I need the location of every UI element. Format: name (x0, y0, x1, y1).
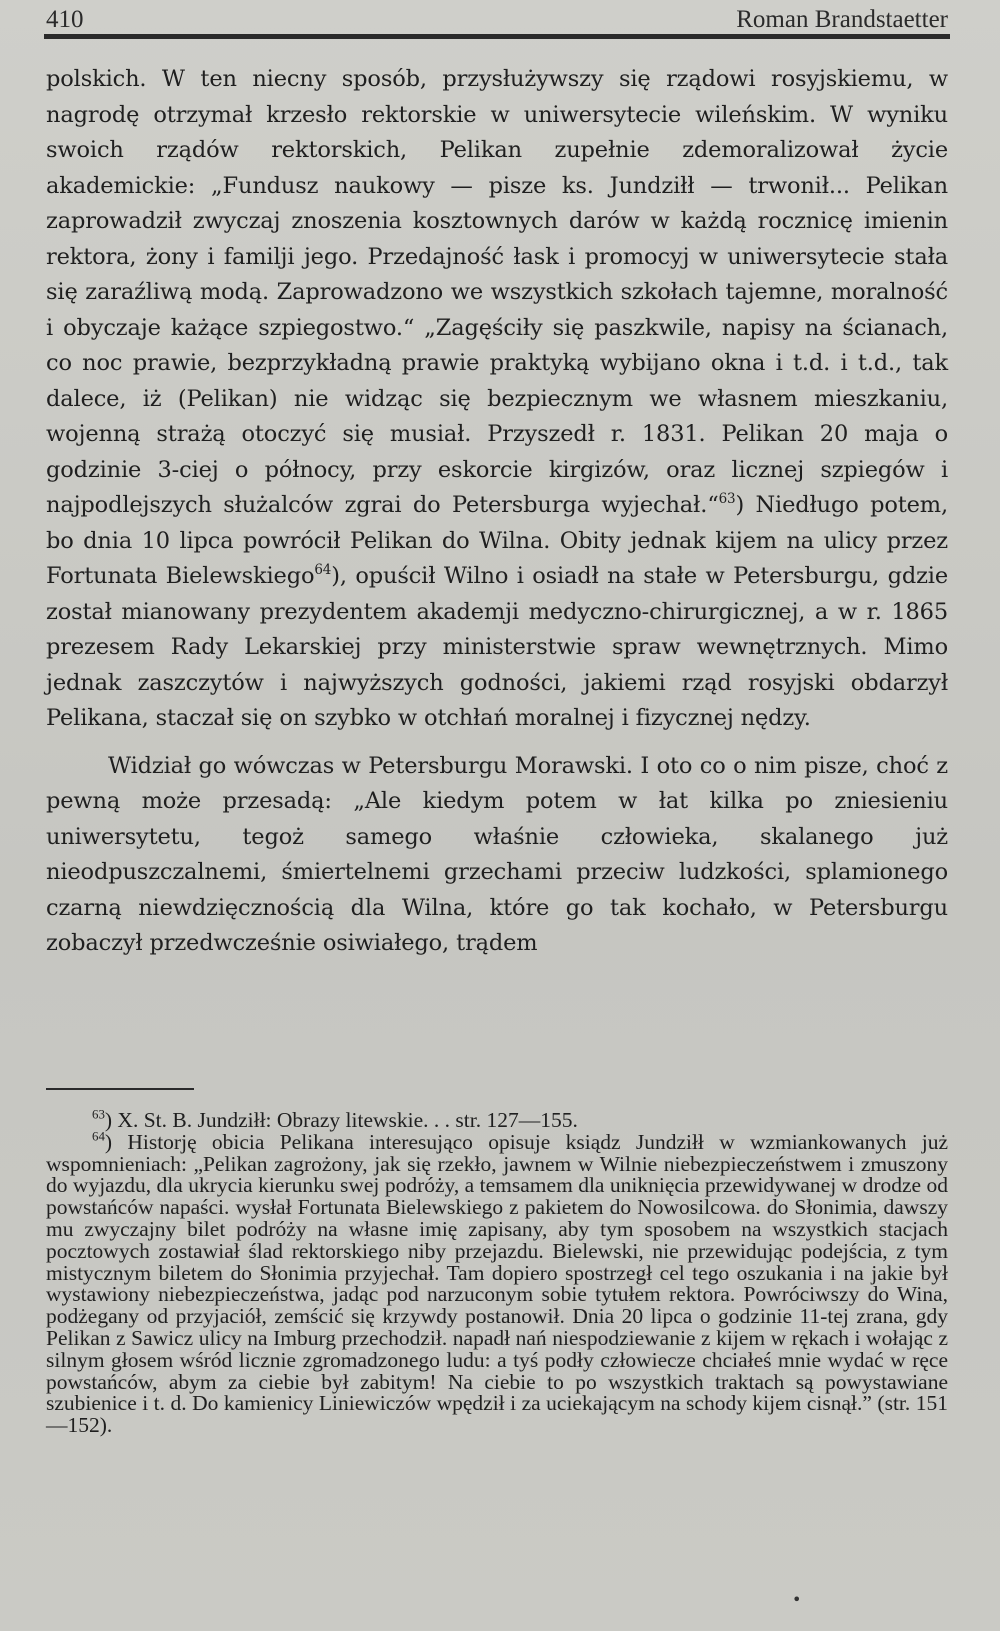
paragraph-text: Widział go wówczas w Petersburgu Morawski. I oto co o nim pisze, choć z pewną może przesadą: „Ale kiedym potem w łat kilka po zniesieniu uniwersytetu, tegoż samego właśnie człowieka, skalanego już nieodpuszczalnemi, śmiertelnemi grzechami przeciw ludzkości, splamionego czarną niewdzięcznością dla Wilna, które go tak kochało, w Petersburgu zobaczył przedwcześnie osiwiałego, trądem (46, 752, 948, 956)
footnote (46, 1107, 948, 1132)
running-head (46, 4, 948, 34)
paragraph (46, 749, 948, 962)
running-author: Roman Brandstaetter (736, 6, 948, 33)
page-number: 410 (46, 6, 84, 33)
footnote-number: 63 (92, 1107, 105, 1122)
paragraph (46, 62, 948, 737)
paragraph-text: polskich. W ten niecny sposób, przysłużywszy się rządowi rosyjskiemu, w nagrodę otrzymał krzesło rektorskie w uniwersytecie wileńskim. W wyniku swoich rządów rektorskich, Pelikan zupełnie zdemoralizował życie akademickie: „Fundusz naukowy — pisze ks. Jundziłł — trwonił... Pelikan zaprowadził zwyczaj znoszenia kosztownych darów w każdą rocznicę imienin rektora, żony i familji jego. Przedajność łask i promocyj w uniwersytecie stała się zaraźliwą modą. Zaprowadzono we wszystkich szkołach tajemne, moralność i obyczaje każące szpiegostwo.“ „Zagęściły się paszkwile, napisy na ścianach, co noc prawie, bezprzykładną prawie praktyką wybijano okna i t.d. i t.d., tak dalece, iż (Pelikan) nie widząc się bezpiecznym we własnem mieszkaniu, wojenną strażą otoczyć się musiał. Przyszedł r. 1831. Pelikan 20 maja o godzinie 3-ciej o północy, przy eskorcie kirgizów, oraz licznej szpiegów i najpodlejszych służalców zgrai do Petersburga wyjechał.“ (46, 66, 948, 518)
ink-speck: • (792, 1590, 802, 1609)
paragraph-text: ) Niedługo potem, bo dnia 10 lipca powrócił Pelikan do Wilna. Obity jednak kijem na ulicy przez Fortunata Bielewskiego (46, 492, 948, 589)
body-text (46, 62, 948, 962)
footnote-ref: 63 (718, 491, 736, 508)
footnote-text: ) Historję obicia Pelikana interesująco opisuje ksiądz Jundziłł w wzmiankowanych już wspomnieniach: „Pelikan zagrożony, jak się rzekło, jawnem w Wilnie niebezpieczeństwem i zmuszony do wyjazdu, dla ukrycia kierunku swej podróży, a temsamem dla uniknięcia przewidywanej w drodze od powstańców napaści. wysłał Fortunata Bielewskiego z pakietem do Nowosilcowa. do Słonimia, dawszy mu zwyczajny bilet podróży na własne imię zapisany, aby tym sposobem na wszystkich stacjach pocztowych zostawiał ślad rektorskiego niby przejazdu. Bielewski, nie przewidując podejścia, z tym mistycznym biletem do Słonimia przyjechał. Tam dopiero spostrzegł cel tego oszukania i na jakie był wystawiony niebezpieczeństwa, jadąc pod narzuconym sobie tytułem rektora. Powróciwszy do Wina, podżegany od przyjaciół, zemścić się krzywdy postanowił. Dnia 20 lipca o godzinie 11-tej zrana, gdy Pelikan z Sawicz ulicy na Imburg przechodził. napadł nań niespodziewanie z kijem w rękach i wołając z silnym głosem wśród licznie zgromadzonego ludu: a tyś podły człowiecze chciałeś mnie wydać w ręce powstańców, abym za ciebie był zabitym! Na ciebie to po wszystkich traktach są powystawiane szubienice i t. d. Do kamienicy Liniewiczów wpędził i za uciekającym na schody kijem cisnął.” (str. 151—152). (46, 1129, 948, 1438)
footnotes (46, 1107, 948, 1438)
footnote (46, 1129, 948, 1438)
footnote-number: 64 (92, 1129, 105, 1144)
footnote-ref: 64 (314, 562, 332, 579)
paragraph-text: ), opuścił Wilno i osiadł na stałe w Petersburgu, gdzie został mianowany prezydentem akademji medyczno-chirurgicznej, a w r. 1865 prezesem Rady Lekarskiej przy ministerstwie spraw wewnętrznych. Mimo jednak zaszczytów i najwyższych godności, jakiemi rząd rosyjski obdarzył Pelikana, staczał się on szybko w otchłań moralnej i fizycznej nędzy. (46, 563, 949, 731)
footnote-text: ) X. St. B. Jundziłł: Obrazy litewskie. . . str. 127—155. (104, 1108, 578, 1132)
footnote-separator (46, 1088, 194, 1090)
header-rule (44, 34, 950, 39)
